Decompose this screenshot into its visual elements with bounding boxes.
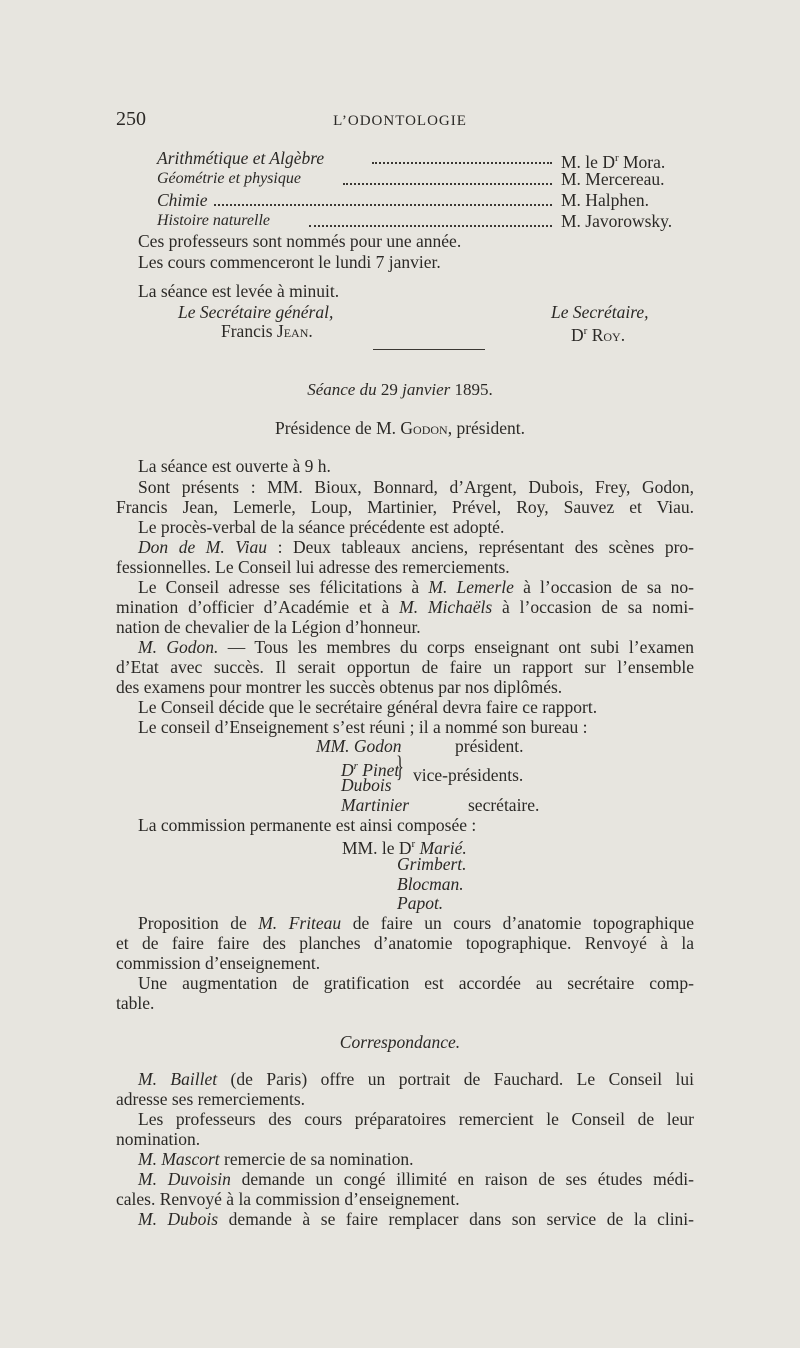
body-line: commission d’enseignement. — [116, 953, 321, 973]
body-line: La séance est ouverte à 9 h. — [138, 456, 331, 476]
bureau-name: Dubois — [341, 775, 392, 795]
prof-subject-2: Géométrie et physique — [157, 170, 301, 187]
prof-subject-1: Arithmétique et Algèbre — [157, 148, 325, 168]
body-line: M. Duvoisin demande un congé illimité en raison de ses études médi- — [138, 1169, 694, 1189]
page-number: 250 — [116, 108, 146, 130]
body-line: M. Mascort remercie de sa nomination. — [138, 1149, 414, 1169]
body-line: et de faire faire des planches d’anatomie topographique. Renvoyé à la — [116, 933, 694, 953]
body-line: Le procès-verbal de la séance précédente est adopté. — [138, 517, 505, 537]
body-line: M. Dubois demande à se faire remplacer dans son service de la clini- — [138, 1209, 694, 1229]
prof-subject-4: Histoire naturelle — [157, 212, 271, 229]
body-line: Sont présents : MM. Bioux, Bonnard, d’Argent, Dubois, Frey, Godon, — [138, 477, 694, 497]
body-line: table. — [116, 993, 155, 1013]
signature-right-name: $D^r$ Roy. — [571, 324, 626, 345]
commission-member: Blocman. — [397, 874, 464, 894]
commission-member: Grimbert. — [397, 854, 467, 874]
commission-member: Papot. — [397, 893, 444, 913]
dot-leader — [309, 225, 552, 227]
body-line: nation de chevalier de la Légion d’honneur. — [116, 617, 421, 637]
prof-name-3: M. Halphen. — [561, 190, 649, 210]
body-line: Le conseil d’Enseignement s’est réuni ; il a nommé son bureau : — [138, 717, 588, 737]
running-title: L’ODONTOLOGIE — [333, 113, 467, 129]
section-divider — [373, 349, 485, 350]
body-line: Le Conseil adresse ses félicitations à M. Lemerle à l’occasion de sa no- — [138, 577, 694, 597]
body-line: Francis Jean, Lemerle, Loup, Martinier, Prével, Roy, Sauvez et Viau. — [116, 497, 694, 517]
presidence-line: Présidence de M. Godon, président. — [275, 418, 525, 438]
body-line: Les professeurs des cours préparatoires remercient le Conseil de leur — [138, 1109, 694, 1129]
body-line: cales. Renvoyé à la commission d’enseignement. — [116, 1189, 460, 1209]
intro-line: Ces professeurs sont nommés pour une année. — [138, 231, 462, 251]
prof-name-1: M. le $D^r$ Mora. — [561, 151, 666, 172]
prof-name-2: M. Mercereau. — [561, 169, 665, 189]
bureau-name: $D^r$ Pinet — [341, 759, 400, 780]
dot-leader — [214, 204, 552, 206]
body-line: Don de M. Viau : Deux tableaux anciens, représentant des scènes pro- — [138, 537, 694, 557]
bureau-name: MM. Godon — [316, 736, 402, 756]
dot-leader — [372, 162, 552, 164]
closing-line: La séance est levée à minuit. — [138, 281, 340, 301]
signature-left-title: Le Secrétaire général, — [178, 302, 334, 322]
body-line: adresse ses remerciements. — [116, 1089, 306, 1109]
intro-line: Les cours commenceront le lundi 7 janvier. — [138, 252, 441, 272]
body-line: fessionnelles. Le Conseil lui adresse des remerciements. — [116, 557, 510, 577]
section-title: Correspondance. — [339, 1032, 461, 1052]
body-line: M. Godon. — Tous les membres du corps enseignant ont subi l’examen — [138, 637, 694, 657]
bureau-role: président. — [455, 736, 524, 756]
bureau-role: secrétaire. — [468, 795, 540, 815]
body-line: d’Etat avec succès. Il serait opportun de faire un rapport sur l’ensemble — [116, 657, 694, 677]
body-line: Proposition de M. Friteau de faire un cours d’anatomie topographique — [138, 913, 694, 933]
bureau-name: Martinier — [341, 795, 410, 815]
body-line: Une augmentation de gratification est accordée au secrétaire comp- — [138, 973, 694, 993]
signature-right-title: Le Secrétaire, — [551, 302, 649, 322]
bureau-role: vice-présidents. — [413, 765, 524, 785]
commission-member: MM. le $D^r$ Marié. — [342, 837, 467, 858]
brace-icon: } — [396, 750, 404, 783]
body-line: mination d’officier d’Académie et à M. Michaëls à l’occasion de sa nomi- — [116, 597, 695, 617]
prof-subject-3: Chimie — [157, 190, 208, 210]
signature-left-name: Francis Jean. — [221, 321, 313, 341]
body-line: des examens pour montrer les succès obtenus par nos diplômés. — [116, 677, 563, 697]
body-line: La commission permanente est ainsi composée : — [138, 815, 477, 835]
body-line: Le Conseil décide que le secrétaire général devra faire ce rapport. — [138, 697, 598, 717]
body-line: M. Baillet (de Paris) offre un portrait de Fauchard. Le Conseil lui — [138, 1069, 694, 1089]
body-line: nomination. — [116, 1129, 201, 1149]
session-title: Séance du 29 janvier 1895. — [307, 380, 493, 399]
prof-name-4: M. Javorowsky. — [561, 211, 673, 231]
dot-leader — [343, 183, 552, 185]
